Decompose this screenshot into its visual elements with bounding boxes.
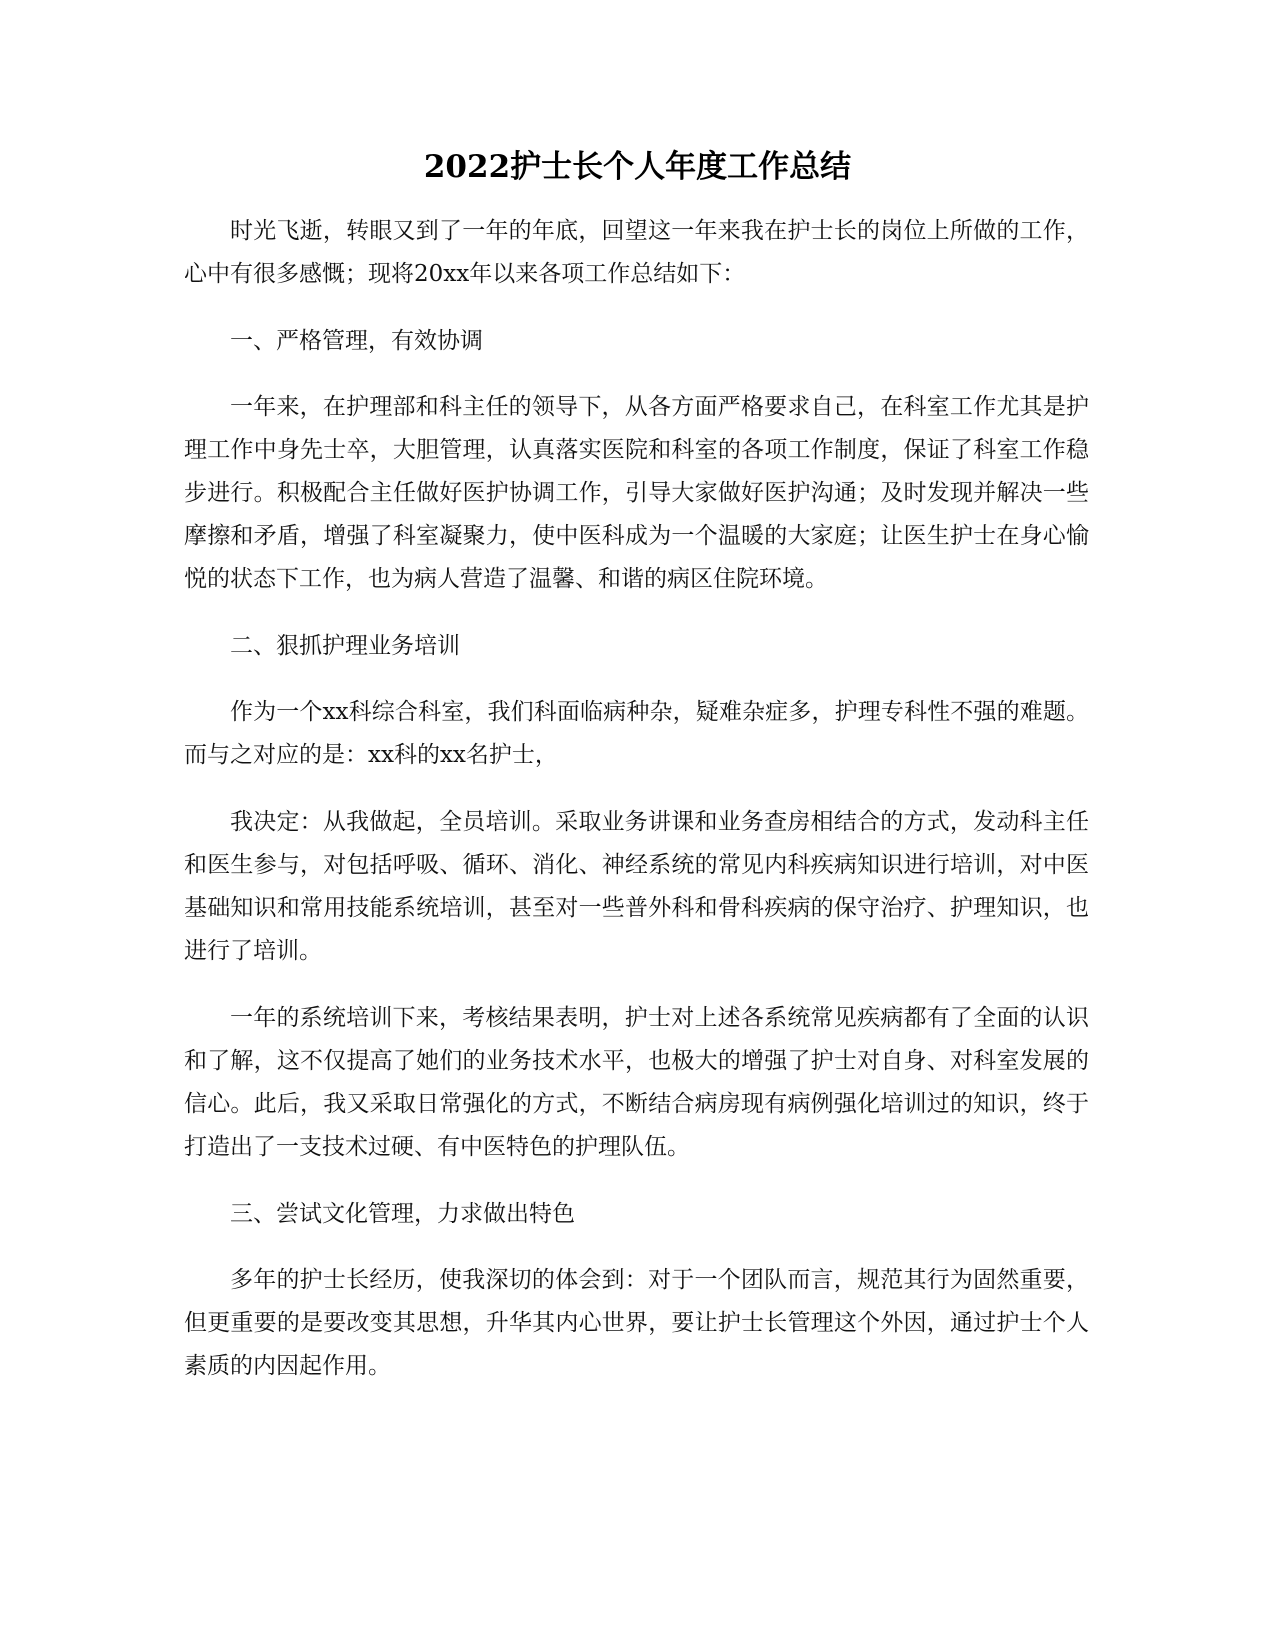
document-body xyxy=(184,210,1089,1412)
section-2-paragraph-2: 我决定：从我做起，全员培训。采取业务讲课和业务查房相结合的方式，发动科主任和医生参与，对包括呼吸、循环、消化、神经系统的常见内科疾病知识进行培训，对中医基础知识和常用技能系统培训，甚至对一些普外科和骨科疾病的保守治疗、护理知识，也进行了培训。 xyxy=(184,809,1089,964)
intro-paragraph: 时光飞逝，转眼又到了一年的年底，回望这一年来我在护士长的岗位上所做的工作，心中有很多感慨；现将20xx年以来各项工作总结如下： xyxy=(184,218,1089,287)
section-2-paragraph-3: 一年的系统培训下来，考核结果表明，护士对上述各系统常见疾病都有了全面的认识和了解，这不仅提高了她们的业务技术水平，也极大的增强了护士对自身、对科室发展的信心。此后，我又采取日常强化的方式，不断结合病房现有病例强化培训过的知识，终于打造出了一支技术过硬、有中医特色的护理队伍。 xyxy=(184,1005,1089,1160)
section-heading-3: 三、尝试文化管理，力求做出特色 xyxy=(230,1201,575,1227)
document-title: 2022护士长个人年度工作总结 xyxy=(423,149,852,185)
section-2-paragraph-1: 作为一个xx科综合科室，我们科面临病种杂，疑难杂症多，护理专科性不强的难题。而与之对应的是：xx科的xx名护士， xyxy=(184,699,1089,768)
section-heading-1: 一、严格管理，有效协调 xyxy=(230,328,483,354)
section-3-paragraph: 多年的护士长经历，使我深切的体会到：对于一个团队而言，规范其行为固然重要，但更重要的是要改变其思想，升华其内心世界，要让护士长管理这个外因，通过护士个人素质的内因起作用。 xyxy=(184,1267,1089,1379)
section-heading-2: 二、狠抓护理业务培训 xyxy=(230,633,460,659)
section-1-paragraph: 一年来，在护理部和科主任的领导下，从各方面严格要求自己，在科室工作尤其是护理工作中身先士卒，大胆管理，认真落实医院和科室的各项工作制度，保证了科室工作稳步进行。积极配合主任做好医护协调工作，引导大家做好医护沟通；及时发现并解决一些摩擦和矛盾，增强了科室凝聚力，使中医科成为一个温暖的大家庭；让医生护士在身心愉悦的状态下工作，也为病人营造了温馨、和谐的病区住院环境。 xyxy=(184,394,1089,592)
